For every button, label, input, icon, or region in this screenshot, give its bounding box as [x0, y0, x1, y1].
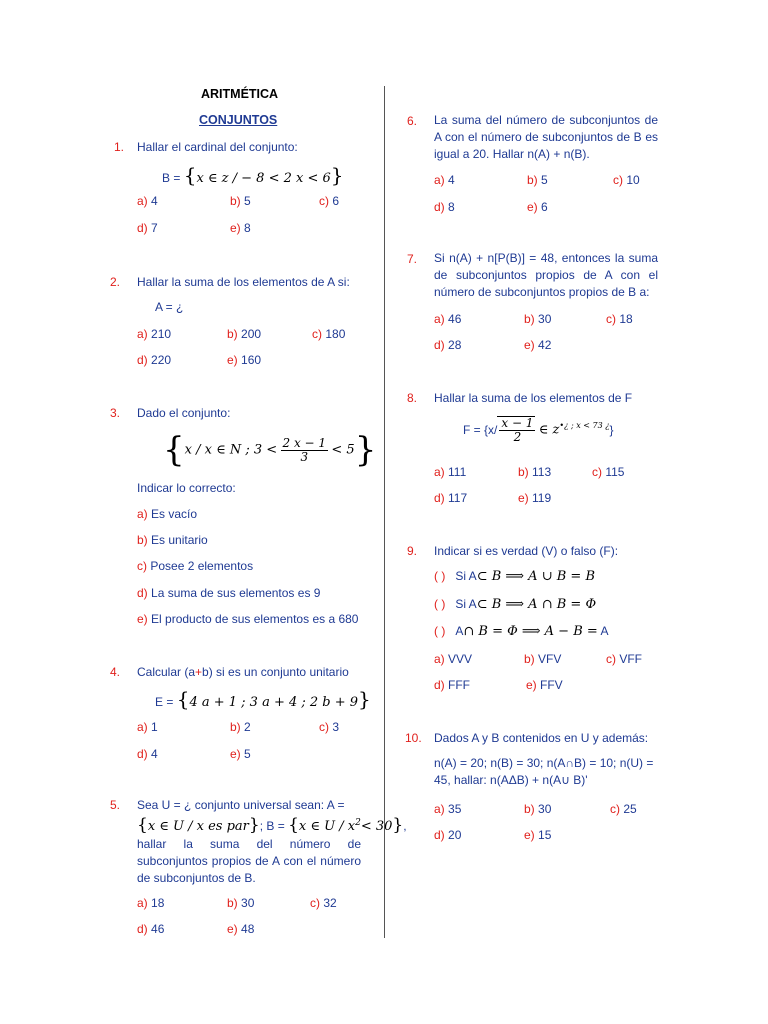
option-b: b) 30 [227, 896, 255, 910]
problem-3-set: {x / x ∈ N ; 3 < $\frac{2 x - 1}{3}$ < 5} [163, 430, 377, 470]
option-e: e) 48 [227, 922, 255, 936]
problem-10-text: Dados A y B contenidos en U y además: [434, 731, 649, 745]
problem-5-text: hallar la suma del número de subconjuntos propios de A con el número de subconjuntos de B. [137, 837, 361, 885]
problem-5-number: 5. [110, 798, 121, 812]
sqrt: $\frac{x - 1}{2}$ [497, 416, 535, 444]
option-b: b) 30 [524, 312, 552, 326]
option-c: c) VFF [606, 652, 643, 666]
option-a: a) Es vacío [137, 507, 198, 521]
option-c: c) 3 [319, 720, 340, 734]
problem-8-set: F = {x/ $\frac{x - 1}{2}$ ∈ $z^{•¿ ; x < 73 ¿}$} [463, 416, 614, 444]
option-a: a) VVV [434, 652, 473, 666]
option-c: c) 10 [613, 173, 640, 187]
problem-4-text: Calcular (a+b) si es un conjunto unitario [137, 665, 349, 679]
problem-8-number: 8. [407, 391, 418, 405]
option-b: b) 200 [227, 327, 262, 341]
statement-3: ( ) A∩ B = Φ ⟹ A − B = A [434, 624, 609, 639]
option-a: a) 35 [434, 802, 462, 816]
option-d: d) 7 [137, 221, 158, 235]
option-d: d) 20 [434, 828, 462, 842]
option-e: e) 6 [527, 200, 548, 214]
option-b: b) 113 [518, 465, 552, 479]
problem-1-number: 1. [114, 140, 125, 154]
option-e: e) 15 [524, 828, 552, 842]
option-c: c) 25 [610, 802, 637, 816]
option-b: b) 2 [230, 720, 251, 734]
option-d: d) 220 [137, 353, 172, 367]
problem-8-text: Hallar la suma de los elementos de F [434, 391, 633, 405]
option-d: d) FFF [434, 678, 471, 692]
option-a: a) 4 [434, 173, 455, 187]
option-e: e) 5 [230, 747, 251, 761]
option-d: d) 8 [434, 200, 455, 214]
option-d: d) 28 [434, 338, 462, 352]
problem-9-text: Indicar si es verdad (V) o falso (F): [434, 544, 619, 558]
option-e: e) 119 [518, 491, 552, 505]
option-e: e) 8 [230, 221, 251, 235]
problem-2-set: A = ¿ [155, 300, 184, 314]
statement-2: ( ) Si A⊂ B ⟹ A ∩ B = Φ [434, 597, 597, 612]
option-c: c) Posee 2 elementos [137, 559, 254, 573]
option-e: e) 160 [227, 353, 262, 367]
option-c: c) 32 [310, 896, 337, 910]
option-d: d) La suma de sus elementos es 9 [137, 586, 321, 600]
statement-1: ( ) Si A⊂ B ⟹ A ∪ B = B [434, 569, 595, 584]
problem-6-number: 6. [407, 114, 418, 128]
problem-3-prompt: Indicar lo correcto: [137, 481, 236, 495]
page-title: ARITMÉTICA [201, 87, 279, 101]
problem-4-number: 4. [110, 665, 121, 679]
fraction: $\frac{2 x - 1}{3}$ [282, 435, 327, 464]
problem-5-line1: Sea U = ¿ conjunto universal sean: A = [137, 798, 345, 812]
problem-10-data-line1: n(A) = 20; n(B) = 30; n(A∩B) = 10; n(U) = [434, 756, 654, 770]
column-divider [384, 86, 385, 938]
problem-6-text: La suma del número de subconjuntos de A con el número de subconjuntos de B es igual a 20. Hallar n(A) + n(B). [434, 113, 658, 161]
page-subtitle: CONJUNTOS [199, 113, 278, 127]
set-body: x ∈ z / − 8 < 2 x < 6 [196, 171, 331, 186]
option-b: b) 30 [524, 802, 552, 816]
option-b: b) 5 [527, 173, 548, 187]
problem-7-text: Si n(A) + n[P(B)] = 48, entonces la suma de subconjuntos propios de A con el número de subconjuntos propios de B a: [434, 251, 658, 299]
problem-4-set: E = {4 a + 1 ; 3 a + 4 ; 2 b + 9} [155, 687, 371, 711]
option-c: c) 180 [312, 327, 346, 341]
option-e: e) El producto de sus elementos es a 680 [137, 612, 359, 626]
problem-1-text: Hallar el cardinal del conjunto: [137, 140, 298, 154]
problem-2-text: Hallar la suma de los elementos de A si: [137, 275, 350, 289]
problem-3-text: Dado el conjunto: [137, 406, 231, 420]
option-c: c) 115 [592, 465, 625, 479]
option-c: c) 6 [319, 194, 340, 208]
option-b: b) 5 [230, 194, 251, 208]
problem-2-number: 2. [110, 275, 121, 289]
problem-7-number: 7. [407, 252, 418, 266]
option-d: d) 117 [434, 491, 468, 505]
option-e: e) 42 [524, 338, 552, 352]
problem-3-number: 3. [110, 406, 121, 420]
option-a: a) 46 [434, 312, 462, 326]
problem-9-number: 9. [407, 544, 418, 558]
set-label: B = [162, 171, 181, 185]
problem-10-data-line2: 45, hallar: n(AΔB) + n(A∪ B)' [434, 773, 588, 787]
problem-10-number: 10. [405, 731, 422, 745]
problem-1-set: B = {x ∈ z / − 8 < 2 x < 6} [162, 163, 344, 187]
option-a: a) 4 [137, 194, 158, 208]
option-a: a) 1 [137, 720, 158, 734]
problem-5-sets: {x ∈ U / x es par}; B = {x ∈ $U / x^2< 30$}, [137, 815, 407, 835]
option-b: b) Es unitario [137, 533, 208, 547]
option-a: a) 210 [137, 327, 172, 341]
option-d: d) 4 [137, 747, 158, 761]
option-d: d) 46 [137, 922, 165, 936]
option-a: a) 18 [137, 896, 165, 910]
option-b: b) VFV [524, 652, 562, 666]
option-a: a) 111 [434, 465, 467, 479]
option-c: c) 18 [606, 312, 633, 326]
option-e: e) FFV [526, 678, 563, 692]
